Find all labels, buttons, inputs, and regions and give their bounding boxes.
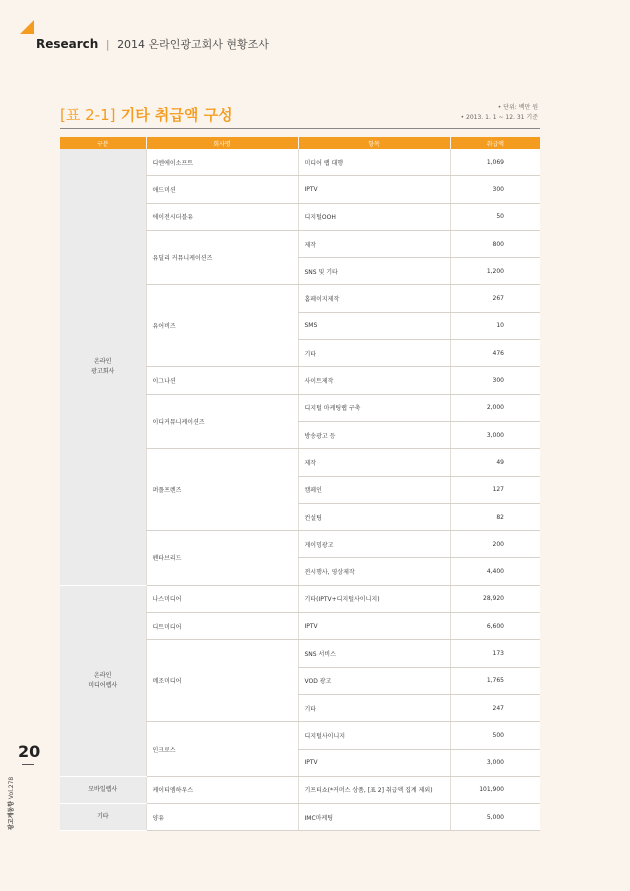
amount-cell: 3,000 <box>450 421 540 448</box>
amount-cell: 500 <box>450 722 540 749</box>
item-cell: 기타 <box>298 694 450 721</box>
magazine-volume: Vol.278 <box>8 776 15 800</box>
item-cell: 미디어 랩 대행 <box>298 149 450 176</box>
amount-cell: 3,000 <box>450 749 540 776</box>
amount-cell: 5,000 <box>450 804 540 831</box>
table-title-text: 기타 취급액 구성 <box>120 106 233 124</box>
header-company: 회사명 <box>146 137 298 149</box>
table-title <box>60 104 233 125</box>
company-cell: 디엔에이소프트 <box>146 149 298 176</box>
table-row <box>60 804 540 831</box>
item-cell: IPTV <box>298 176 450 203</box>
item-cell: 사이트제작 <box>298 367 450 394</box>
header-separator: | <box>105 38 110 51</box>
item-cell: SNS 서비스 <box>298 640 450 667</box>
page-number-rule <box>22 764 34 765</box>
amount-cell: 127 <box>450 476 540 503</box>
amount-cell: 200 <box>450 531 540 558</box>
amount-cell: 6,600 <box>450 613 540 640</box>
amount-cell: 300 <box>450 367 540 394</box>
amount-cell: 173 <box>450 640 540 667</box>
amount-cell: 300 <box>450 176 540 203</box>
header-subtitle: 2014 온라인광고회사 현황조사 <box>117 38 269 51</box>
corner-triangle-mark <box>20 20 34 34</box>
amount-cell: 101,900 <box>450 776 540 803</box>
category-cell: 온라인 미디어렙사 <box>60 585 146 776</box>
page-number: 20 <box>18 742 41 761</box>
company-cell: 퍼플프렌즈 <box>146 449 298 531</box>
running-header <box>36 36 269 52</box>
table-header-row <box>60 137 540 149</box>
company-cell: 케이티엠하우스 <box>146 776 298 803</box>
amount-cell: 1,200 <box>450 258 540 285</box>
amount-cell: 10 <box>450 312 540 339</box>
period-note: • 2013. 1. 1 ~ 12. 31 기준 <box>460 114 538 121</box>
table-number: [표 2-1] <box>60 106 116 124</box>
header-brand: Research <box>36 37 99 51</box>
item-cell: 컨설팅 <box>298 503 450 530</box>
item-cell: SMS <box>298 312 450 339</box>
company-cell: 유딜리 커뮤니케이션즈 <box>146 230 298 285</box>
company-cell: 이디커뮤니케이션즈 <box>146 394 298 449</box>
item-cell: 기타(IPTV+디지털사이니지) <box>298 585 450 612</box>
item-cell: 디지털사이니지 <box>298 722 450 749</box>
magazine-name: 광고계동향 <box>8 801 15 830</box>
amount-cell: 2,000 <box>450 394 540 421</box>
table-row <box>60 776 540 803</box>
magazine-label <box>6 776 15 830</box>
company-cell: 디트미디어 <box>146 613 298 640</box>
item-cell: 방송광고 등 <box>298 421 450 448</box>
company-cell: 애드미션 <box>146 176 298 203</box>
amount-cell: 4,400 <box>450 558 540 585</box>
amount-cell: 82 <box>450 503 540 530</box>
amount-cell: 49 <box>450 449 540 476</box>
category-cell: 기타 <box>60 804 146 831</box>
item-cell: IMC마케팅 <box>298 804 450 831</box>
category-cell: 온라인 광고회사 <box>60 149 146 585</box>
item-cell: 기프티쇼(*커머스 상품, [표 2] 취급액 집계 제외) <box>298 776 450 803</box>
table-row <box>60 149 540 176</box>
company-cell: 메조미디어 <box>146 640 298 722</box>
company-cell: 나스미디어 <box>146 585 298 612</box>
amount-cell: 50 <box>450 203 540 230</box>
item-cell: SNS 및 기타 <box>298 258 450 285</box>
item-cell: 게이밍광고 <box>298 531 450 558</box>
table-row <box>60 585 540 612</box>
amount-cell: 247 <box>450 694 540 721</box>
amount-cell: 1,069 <box>450 149 540 176</box>
item-cell: 전시행사, 영상제작 <box>298 558 450 585</box>
unit-note: • 단위: 백만 원 <box>497 104 538 111</box>
data-table-wrapper <box>60 137 540 831</box>
table-notes <box>461 103 538 123</box>
company-cell: 유어비즈 <box>146 285 298 367</box>
company-cell: 인크로스 <box>146 722 298 777</box>
item-cell: 제작 <box>298 230 450 257</box>
amount-cell: 267 <box>450 285 540 312</box>
item-cell: 디지털OOH <box>298 203 450 230</box>
header-item: 항목 <box>298 137 450 149</box>
header-amount: 취급액 <box>450 137 540 149</box>
item-cell: 디지털 마케팅랩 구축 <box>298 394 450 421</box>
table-body <box>60 149 540 831</box>
item-cell: 기타 <box>298 340 450 367</box>
category-cell: 모바일렙사 <box>60 776 146 803</box>
company-cell: 이그나션 <box>146 367 298 394</box>
amount-cell: 1,765 <box>450 667 540 694</box>
company-cell: 에이전시더블유 <box>146 203 298 230</box>
item-cell: 제작 <box>298 449 450 476</box>
item-cell: 캠페인 <box>298 476 450 503</box>
amount-cell: 800 <box>450 230 540 257</box>
title-rule <box>60 128 540 129</box>
amount-cell: 476 <box>450 340 540 367</box>
item-cell: 홈페이지제작 <box>298 285 450 312</box>
amount-cell: 28,920 <box>450 585 540 612</box>
item-cell: IPTV <box>298 613 450 640</box>
company-cell: 펜타브리드 <box>146 531 298 586</box>
item-cell: VOD 광고 <box>298 667 450 694</box>
item-cell: IPTV <box>298 749 450 776</box>
data-table <box>60 137 540 831</box>
header-category: 구분 <box>60 137 146 149</box>
company-cell: 양유 <box>146 804 298 831</box>
